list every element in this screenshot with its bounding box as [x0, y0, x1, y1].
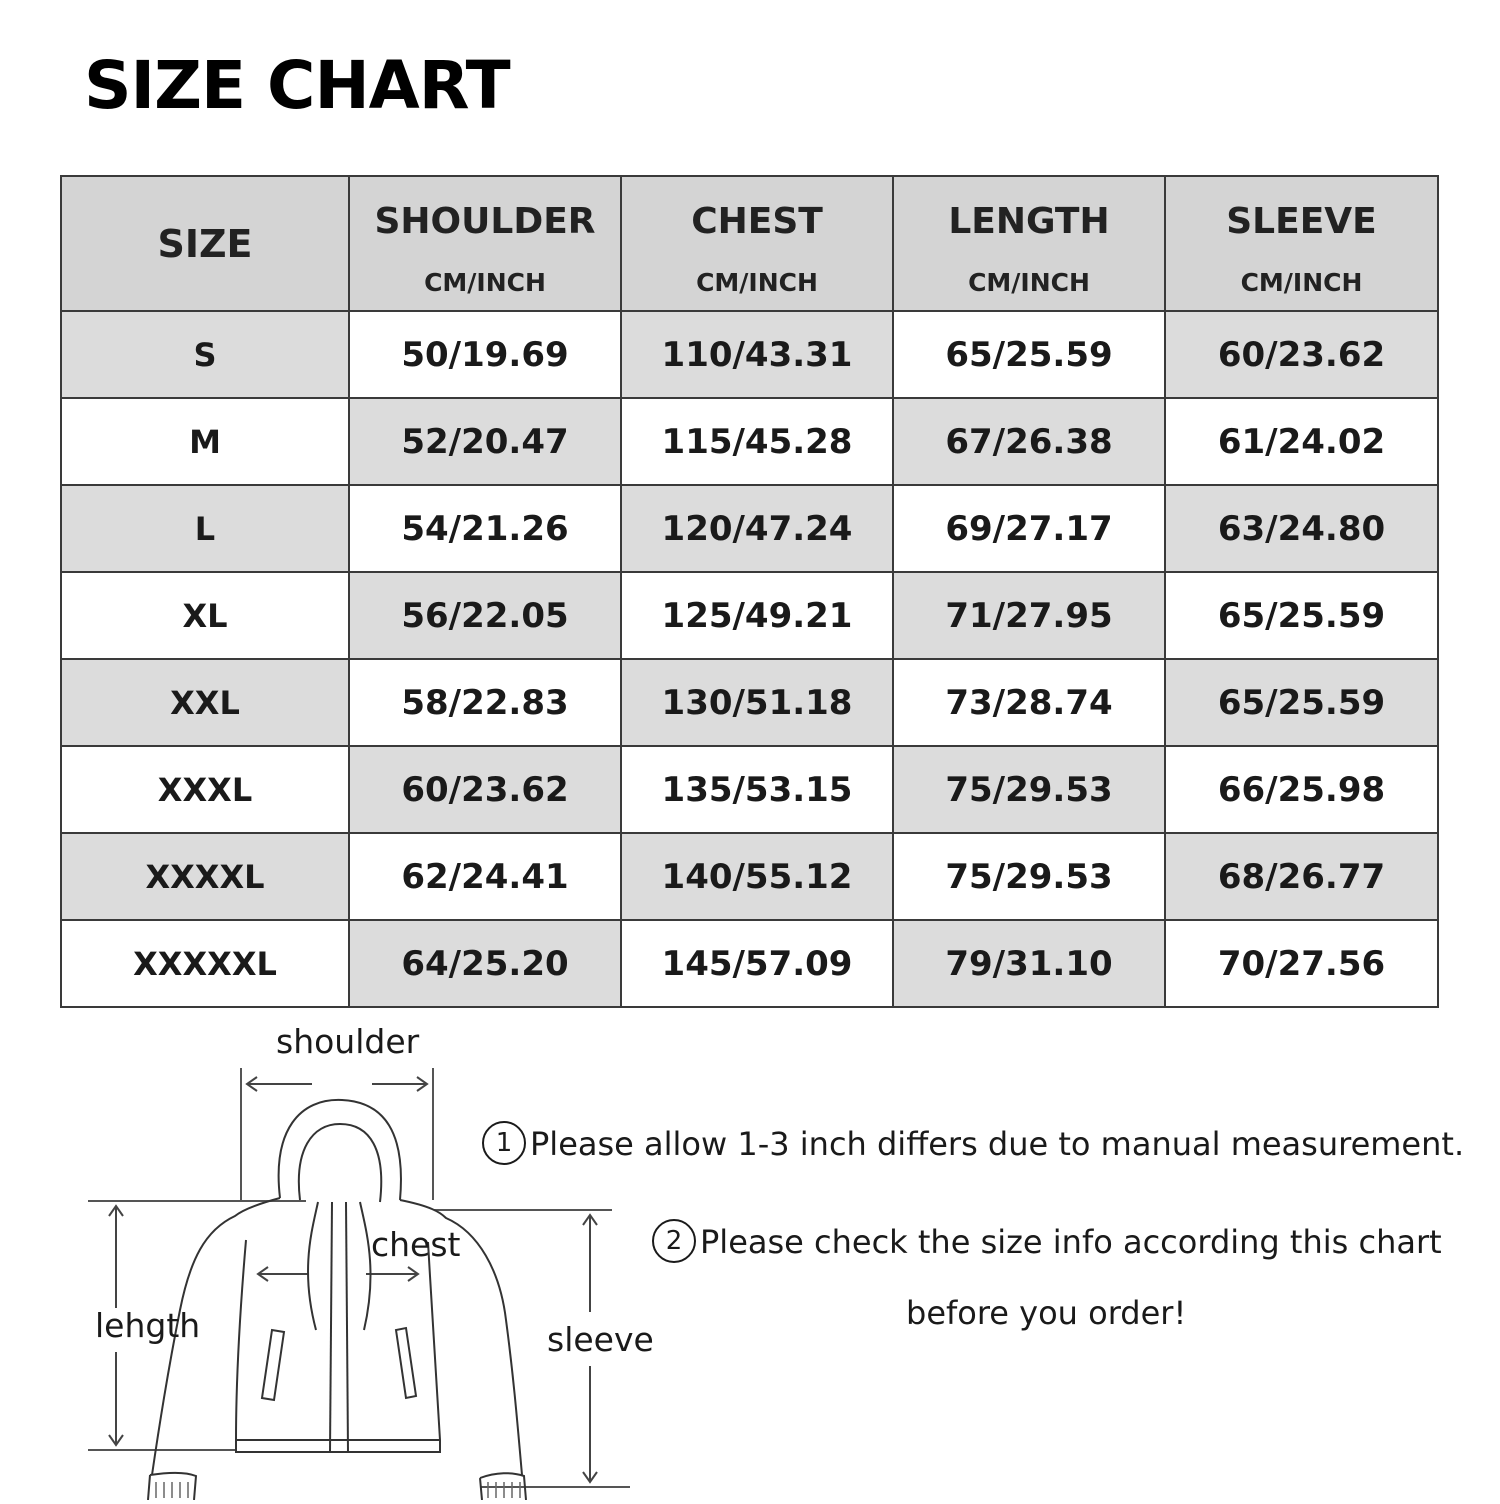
note-text: Please check the size info according this chart — [700, 1223, 1442, 1261]
note-number-badge: 1 — [482, 1121, 526, 1165]
chest-cell: 140/55.12 — [621, 833, 893, 920]
size-cell: XXXXXL — [61, 920, 349, 1007]
column-name: LENGTH — [948, 201, 1110, 242]
chest-label: chest — [371, 1225, 461, 1264]
sleeve-cell: 68/26.77 — [1165, 833, 1438, 920]
chest-cell: 120/47.24 — [621, 485, 893, 572]
chest-column-header — [621, 176, 893, 311]
sleeve-column-header — [1165, 176, 1438, 311]
shoulder-cell: 56/22.05 — [349, 572, 621, 659]
table-row — [61, 572, 1438, 659]
chest-cell: 130/51.18 — [621, 659, 893, 746]
shoulder-column-header — [349, 176, 621, 311]
shoulder-cell: 54/21.26 — [349, 485, 621, 572]
size-cell: S — [61, 311, 349, 398]
column-name: SHOULDER — [374, 201, 596, 242]
size-cell: XXXXL — [61, 833, 349, 920]
shoulder-label: shoulder — [276, 1022, 420, 1061]
size-cell: XL — [61, 572, 349, 659]
chest-cell: 145/57.09 — [621, 920, 893, 1007]
size-cell: L — [61, 485, 349, 572]
measurement-diagram — [0, 1020, 700, 1500]
shoulder-cell: 52/20.47 — [349, 398, 621, 485]
length-cell: 75/29.53 — [893, 746, 1165, 833]
sleeve-cell: 65/25.59 — [1165, 659, 1438, 746]
column-name: CHEST — [691, 201, 823, 242]
column-name: SLEEVE — [1226, 201, 1377, 242]
shoulder-cell: 64/25.20 — [349, 920, 621, 1007]
shoulder-cell: 62/24.41 — [349, 833, 621, 920]
length-cell: 79/31.10 — [893, 920, 1165, 1007]
table-row — [61, 485, 1438, 572]
column-unit: CM/INCH — [1240, 268, 1363, 297]
note-1 — [482, 1124, 1464, 1168]
note-text: Please allow 1-3 inch differs due to manual measurement. — [530, 1125, 1465, 1163]
chest-cell: 125/49.21 — [621, 572, 893, 659]
length-cell: 69/27.17 — [893, 485, 1165, 572]
size-column-header: SIZE — [61, 176, 349, 311]
length-cell: 67/26.38 — [893, 398, 1165, 485]
length-label: lehgth — [95, 1306, 201, 1345]
table-row — [61, 311, 1438, 398]
sleeve-cell: 66/25.98 — [1165, 746, 1438, 833]
sleeve-label: sleeve — [547, 1320, 654, 1359]
sleeve-cell: 60/23.62 — [1165, 311, 1438, 398]
length-cell: 71/27.95 — [893, 572, 1165, 659]
table-row — [61, 920, 1438, 1007]
length-column-header — [893, 176, 1165, 311]
table-row — [61, 659, 1438, 746]
sleeve-cell: 70/27.56 — [1165, 920, 1438, 1007]
size-cell: M — [61, 398, 349, 485]
page-title: SIZE CHART — [84, 47, 510, 124]
note-2-continued: before you order! — [906, 1294, 1187, 1332]
chest-cell: 135/53.15 — [621, 746, 893, 833]
note-2 — [652, 1222, 1442, 1266]
column-unit: CM/INCH — [696, 268, 818, 297]
length-cell: 75/29.53 — [893, 833, 1165, 920]
shoulder-cell: 60/23.62 — [349, 746, 621, 833]
column-unit: CM/INCH — [968, 268, 1090, 297]
shoulder-cell: 58/22.83 — [349, 659, 621, 746]
chest-cell: 115/45.28 — [621, 398, 893, 485]
size-cell: XXL — [61, 659, 349, 746]
size-cell: XXXL — [61, 746, 349, 833]
hoodie-illustration — [0, 1020, 700, 1500]
shoulder-cell: 50/19.69 — [349, 311, 621, 398]
column-unit: CM/INCH — [424, 268, 546, 297]
sleeve-cell: 61/24.02 — [1165, 398, 1438, 485]
table-row — [61, 746, 1438, 833]
note-number-badge: 2 — [652, 1219, 696, 1263]
chest-cell: 110/43.31 — [621, 311, 893, 398]
length-cell: 65/25.59 — [893, 311, 1165, 398]
size-table — [60, 175, 1439, 1008]
length-cell: 73/28.74 — [893, 659, 1165, 746]
table-row — [61, 833, 1438, 920]
table-header-row — [61, 176, 1438, 311]
sleeve-cell: 63/24.80 — [1165, 485, 1438, 572]
table-row — [61, 398, 1438, 485]
sleeve-cell: 65/25.59 — [1165, 572, 1438, 659]
